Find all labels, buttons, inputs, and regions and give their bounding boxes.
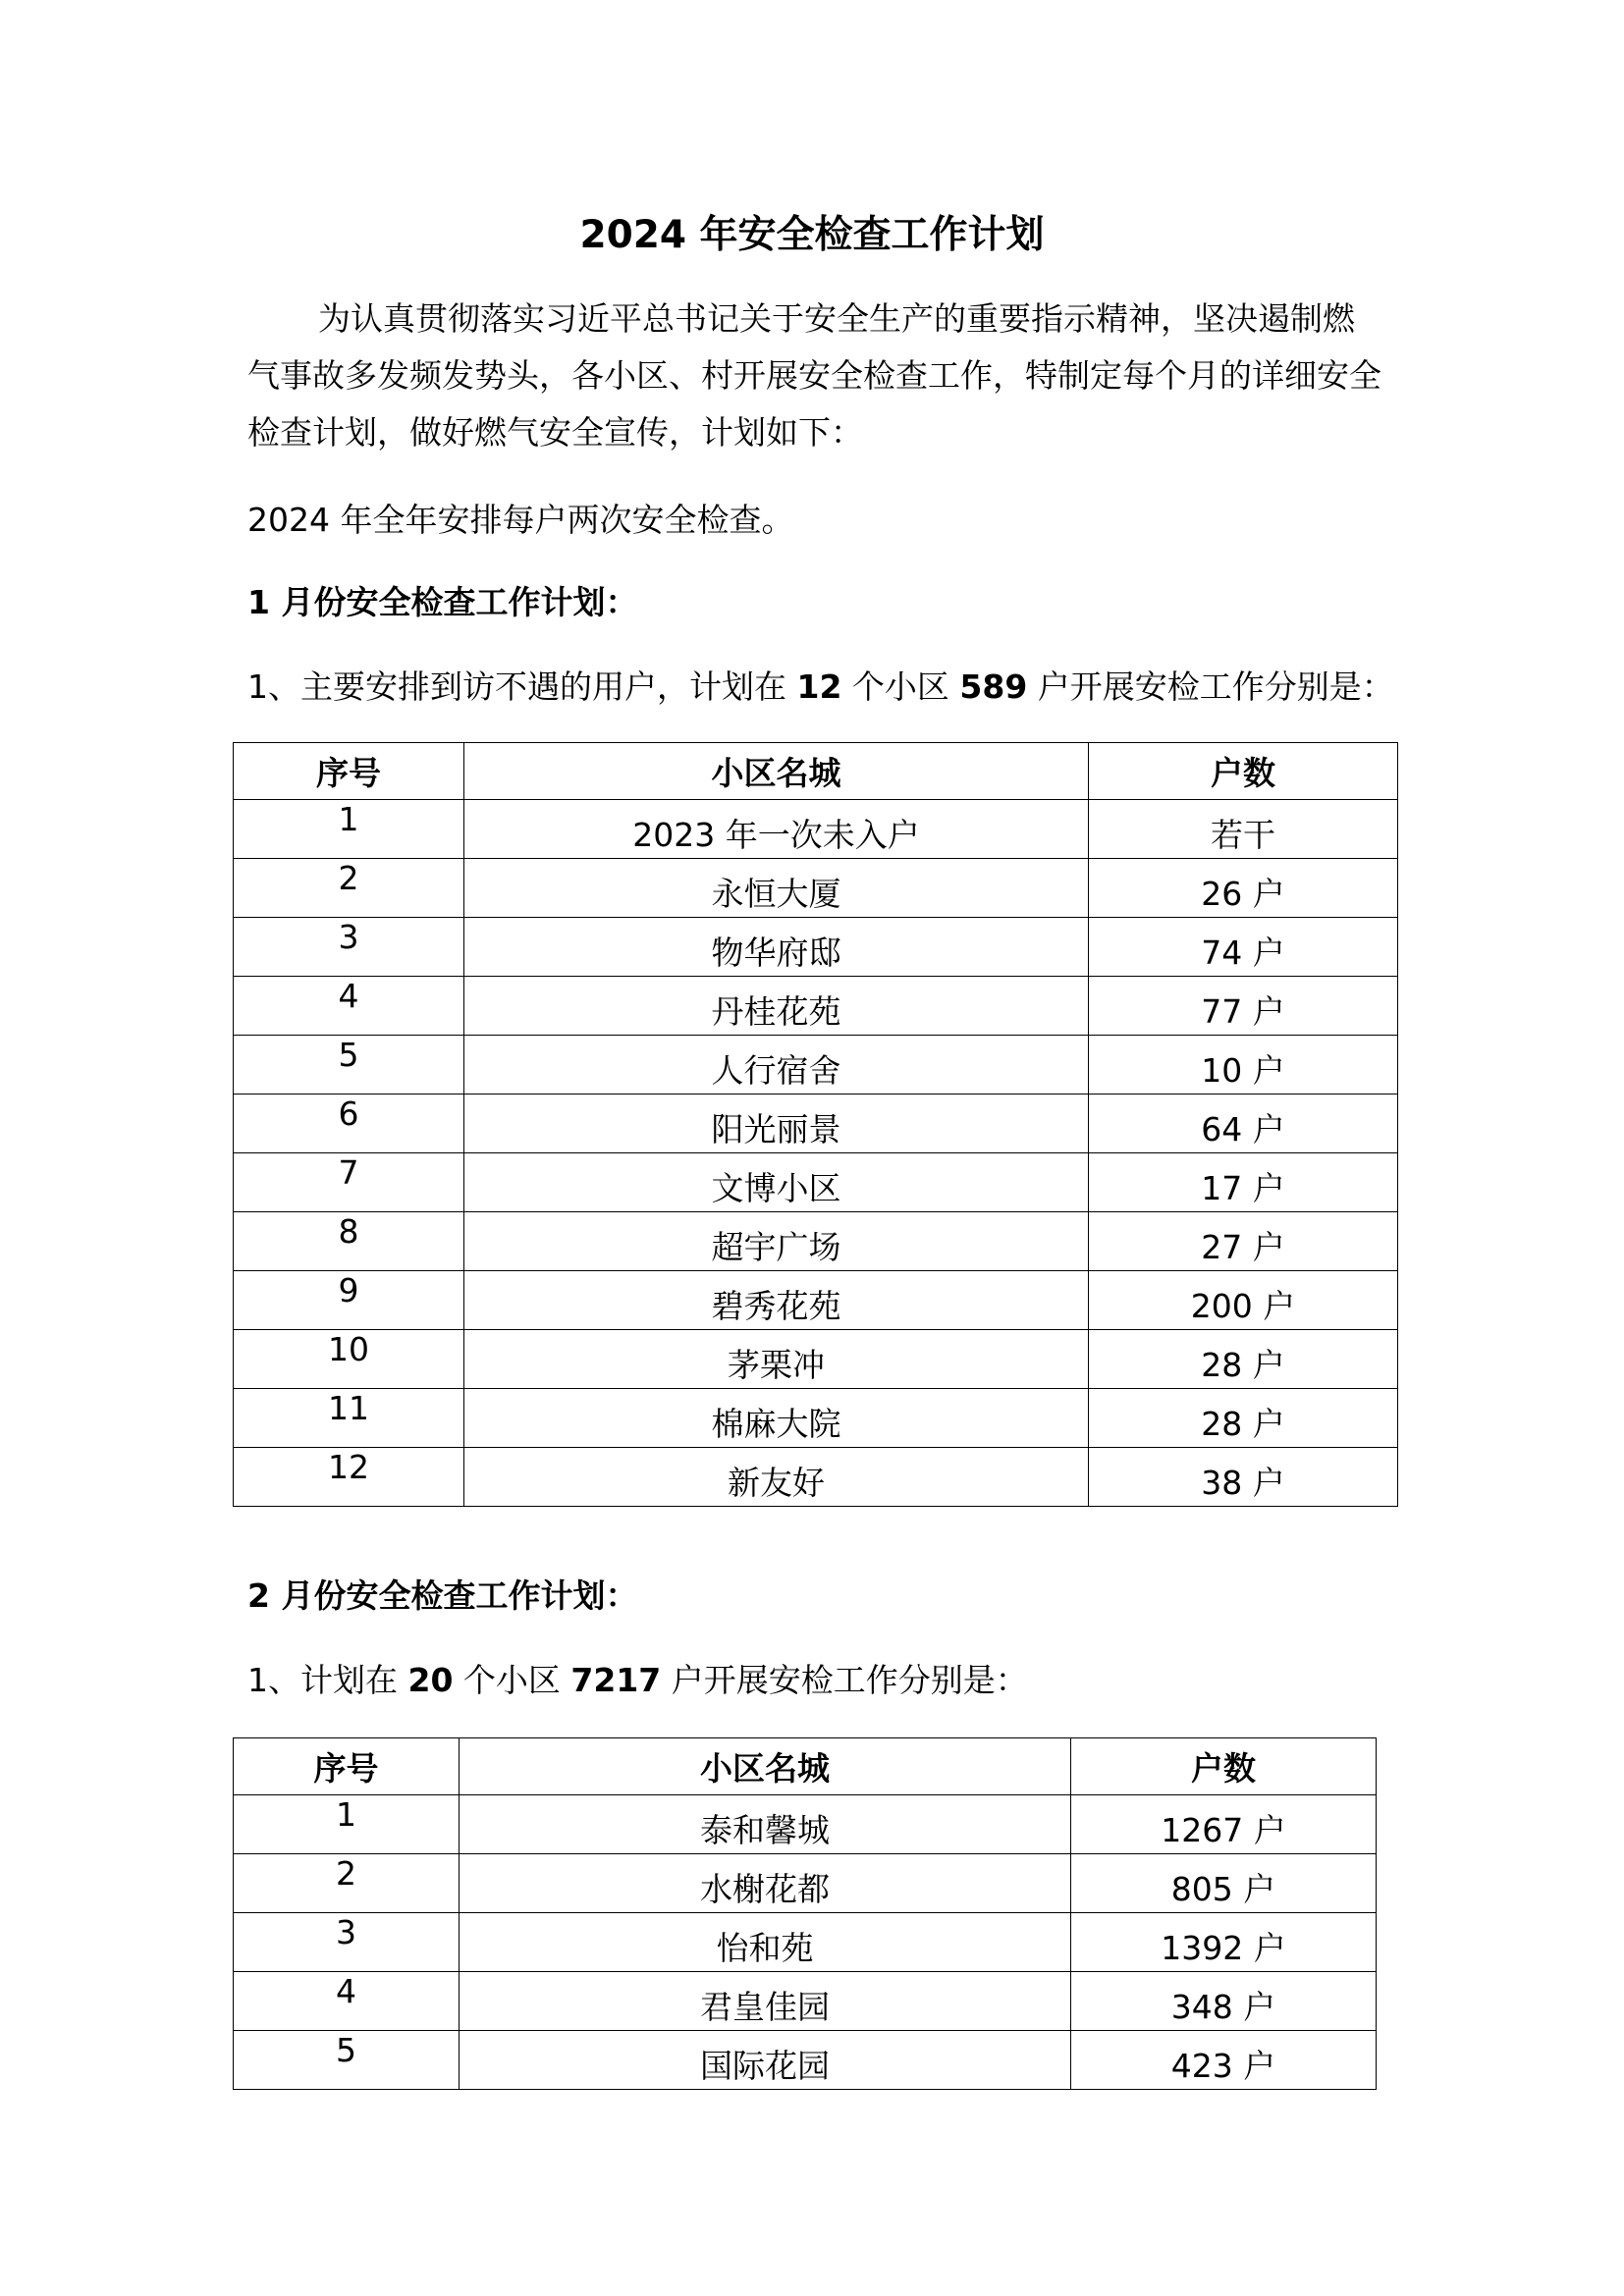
household-count-cell: 805 户 [1071, 1854, 1377, 1913]
table-row [234, 1212, 1398, 1271]
row-number-cell: 8 [234, 1212, 464, 1271]
row-number-cell: 6 [234, 1095, 464, 1153]
january-summary-prefix: 1、主要安排到访不遇的用户，计划在 [247, 667, 797, 706]
household-count-cell: 77 户 [1089, 977, 1398, 1036]
household-count-cell: 26 户 [1089, 859, 1398, 918]
table-row [234, 1854, 1377, 1913]
column-header-households: 户数 [1071, 1738, 1377, 1795]
january-summary-line [247, 664, 1394, 711]
community-name-cell: 棉麻大院 [464, 1389, 1089, 1448]
table-row [234, 1271, 1398, 1330]
community-name-cell: 永恒大厦 [464, 859, 1089, 918]
february-summary-suffix: 户开展安检工作分别是： [661, 1661, 1028, 1699]
table-row [234, 1389, 1398, 1448]
annual-note: 2024 年全年安排每户两次安全检查。 [247, 501, 794, 539]
january-table-header-row [234, 743, 1398, 800]
community-name-cell: 君皇佳园 [460, 1972, 1071, 2031]
february-heading: 2 月份安全检查工作计划： [247, 1576, 638, 1615]
row-number-cell: 7 [234, 1153, 464, 1212]
row-number-cell: 2 [234, 1854, 460, 1913]
community-name-cell: 茅栗冲 [464, 1330, 1089, 1389]
document-title: 2024 年安全检查工作计划 [579, 213, 1045, 257]
column-header-community: 小区名城 [464, 743, 1089, 800]
household-count-cell: 27 户 [1089, 1212, 1398, 1271]
february-summary-prefix: 1、计划在 [247, 1661, 408, 1699]
community-name-cell: 人行宿舍 [464, 1036, 1089, 1095]
february-table [233, 1737, 1377, 2090]
table-row [234, 1153, 1398, 1212]
table-row [234, 1448, 1398, 1507]
household-count-cell: 1267 户 [1071, 1795, 1377, 1854]
table-row [234, 2031, 1377, 2090]
table-row [234, 1330, 1398, 1389]
table-row [234, 859, 1398, 918]
row-number-cell: 4 [234, 1972, 460, 2031]
row-number-cell: 11 [234, 1389, 464, 1448]
household-count-cell: 若干 [1089, 800, 1398, 859]
row-number-cell: 3 [234, 1913, 460, 1972]
table-row [234, 800, 1398, 859]
row-number-cell: 12 [234, 1448, 464, 1507]
row-number-cell: 9 [234, 1271, 464, 1330]
community-name-cell: 2023 年一次未入户 [464, 800, 1089, 859]
household-count-cell: 200 户 [1089, 1271, 1398, 1330]
column-header-community: 小区名城 [460, 1738, 1071, 1795]
row-number-cell: 10 [234, 1330, 464, 1389]
row-number-cell: 1 [234, 1795, 460, 1854]
february-summary-mid: 个小区 [453, 1661, 571, 1699]
column-header-households: 户数 [1089, 743, 1398, 800]
household-count-cell: 64 户 [1089, 1095, 1398, 1153]
january-table-body [234, 800, 1398, 1507]
row-number-cell: 2 [234, 859, 464, 918]
community-name-cell: 丹桂花苑 [464, 977, 1089, 1036]
community-name-cell: 国际花园 [460, 2031, 1071, 2090]
row-number-cell: 5 [234, 2031, 460, 2090]
january-summary-suffix: 户开展安检工作分别是： [1027, 667, 1394, 706]
table-row [234, 1095, 1398, 1153]
column-header-number: 序号 [234, 743, 464, 800]
february-table-header-row [234, 1738, 1377, 1795]
february-table-body [234, 1795, 1377, 2090]
table-row [234, 1795, 1377, 1854]
household-count-cell: 423 户 [1071, 2031, 1377, 2090]
january-summary-mid: 个小区 [841, 667, 960, 706]
community-name-cell: 文博小区 [464, 1153, 1089, 1212]
column-header-number: 序号 [234, 1738, 460, 1795]
community-name-cell: 新友好 [464, 1448, 1089, 1507]
community-name-cell: 碧秀花苑 [464, 1271, 1089, 1330]
row-number-cell: 4 [234, 977, 464, 1036]
january-communities-count: 12 [796, 667, 842, 706]
community-name-cell: 泰和馨城 [460, 1795, 1071, 1854]
table-row [234, 977, 1398, 1036]
household-count-cell: 38 户 [1089, 1448, 1398, 1507]
intro-paragraph: 为认真贯彻落实习近平总书记关于安全生产的重要指示精神，坚决遏制燃气事故多发频发势头，各小区、村开展安全检查工作，特制定每个月的详细安全检查计划，做好燃气安全宣传，计划如下： [247, 299, 1381, 452]
february-households-count: 7217 [570, 1661, 662, 1699]
household-count-cell: 28 户 [1089, 1389, 1398, 1448]
community-name-cell: 怡和苑 [460, 1913, 1071, 1972]
table-row [234, 1913, 1377, 1972]
row-number-cell: 5 [234, 1036, 464, 1095]
household-count-cell: 1392 户 [1071, 1913, 1377, 1972]
table-row [234, 918, 1398, 977]
january-table [233, 742, 1398, 1507]
january-households-count: 589 [959, 667, 1028, 706]
household-count-cell: 348 户 [1071, 1972, 1377, 2031]
community-name-cell: 超宇广场 [464, 1212, 1089, 1271]
community-name-cell: 水榭花都 [460, 1854, 1071, 1913]
household-count-cell: 28 户 [1089, 1330, 1398, 1389]
row-number-cell: 1 [234, 800, 464, 859]
february-summary-line [247, 1657, 1028, 1704]
february-communities-count: 20 [407, 1661, 454, 1699]
community-name-cell: 物华府邸 [464, 918, 1089, 977]
row-number-cell: 3 [234, 918, 464, 977]
household-count-cell: 74 户 [1089, 918, 1398, 977]
table-row [234, 1036, 1398, 1095]
household-count-cell: 17 户 [1089, 1153, 1398, 1212]
table-row [234, 1972, 1377, 2031]
household-count-cell: 10 户 [1089, 1036, 1398, 1095]
january-heading: 1 月份安全检查工作计划： [247, 583, 638, 621]
community-name-cell: 阳光丽景 [464, 1095, 1089, 1153]
